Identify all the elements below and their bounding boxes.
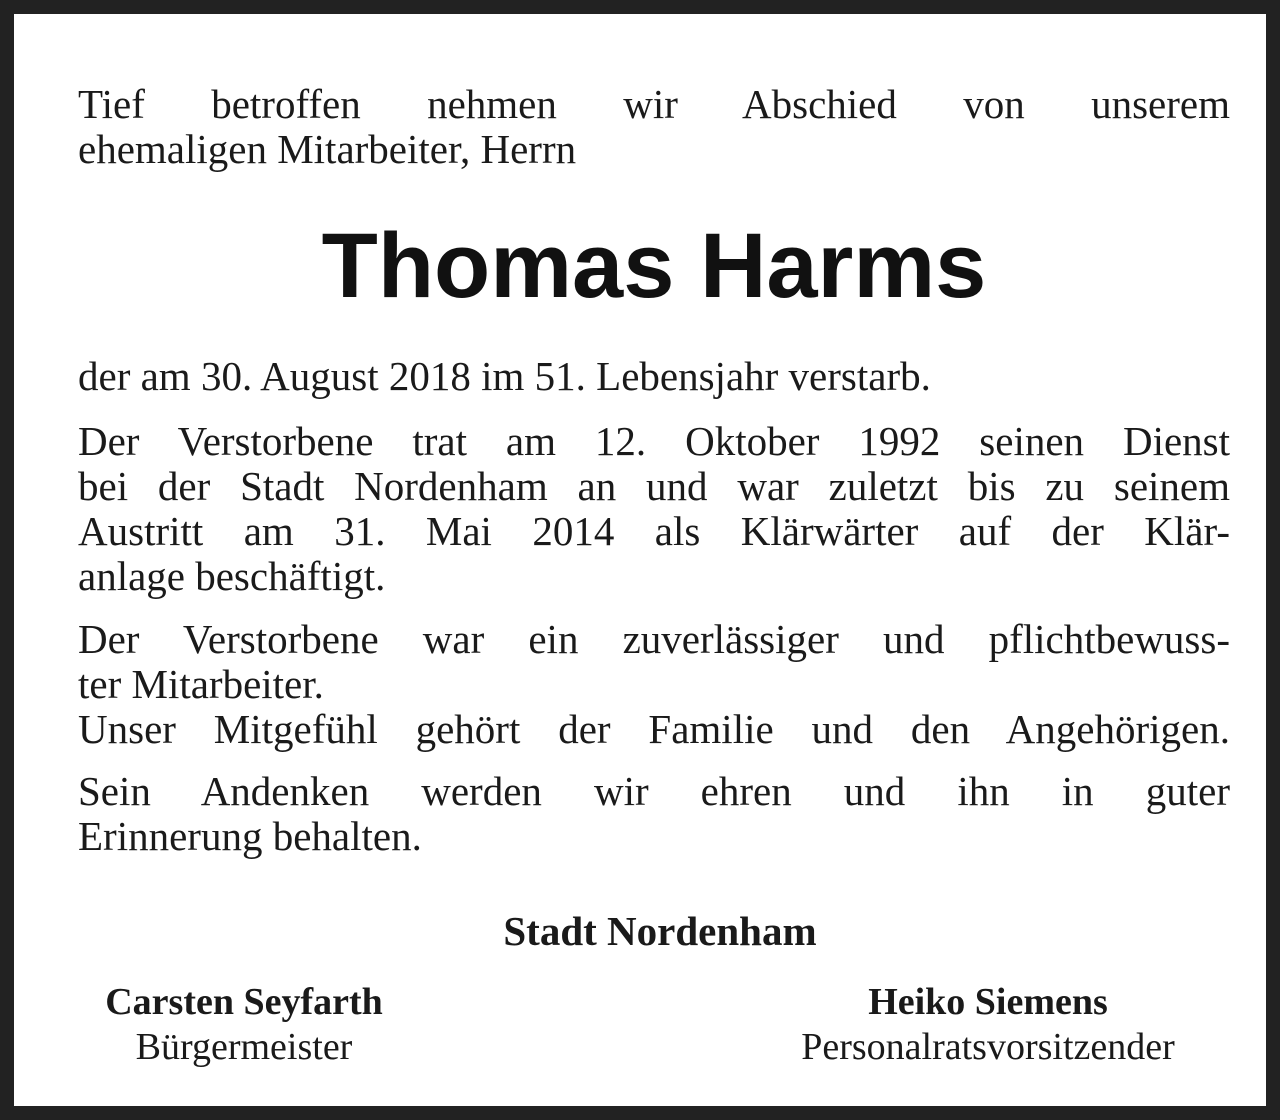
signatory-right <box>754 980 1222 1070</box>
death-statement <box>78 354 1230 399</box>
signatory-left-name: Carsten Seyfarth <box>105 981 383 1023</box>
tribute-line-3: Unser Mitgefühl gehört der Familie und den Angehörigen. <box>78 706 1230 752</box>
tribute-line-1: Der Verstorbene war ein zuverlässiger und pflichtbewuss- <box>78 616 1230 662</box>
service-line-1: Der Verstorbene trat am 12. Oktober 1992 seinen Dienst <box>78 418 1230 464</box>
signatory-right-name: Heiko Siemens <box>868 981 1108 1023</box>
intro-line-2: ehemaligen Mitarbeiter, Herrn <box>78 126 577 172</box>
signatory-right-title: Personalratsvorsitzender <box>801 1026 1175 1068</box>
organization-name: Stadt Nordenham <box>503 908 817 954</box>
signatory-left <box>54 980 434 1070</box>
service-paragraph <box>78 419 1230 599</box>
service-line-2: bei der Stadt Nordenham an und war zuletzt bis zu seinem <box>78 463 1230 509</box>
tribute-line-2: ter Mitarbeiter. <box>78 661 324 707</box>
remembrance-line-1: Sein Andenken werden wir ehren und ihn in guter <box>78 768 1230 814</box>
deceased-name: Thomas Harms <box>321 215 987 317</box>
tribute-paragraph <box>78 617 1230 752</box>
intro-paragraph <box>78 82 1230 172</box>
remembrance-paragraph <box>78 769 1230 859</box>
death-line: der am 30. August 2018 im 51. Lebensjahr verstarb. <box>78 353 931 399</box>
service-line-4: anlage beschäftigt. <box>78 553 386 599</box>
service-line-3: Austritt am 31. Mai 2014 als Klärwärter auf der Klär- <box>78 508 1230 554</box>
remembrance-line-2: Erinnerung behalten. <box>78 813 422 859</box>
intro-line-1: Tief betroffen nehmen wir Abschied von unserem <box>78 81 1230 127</box>
signatory-left-title: Bürgermeister <box>135 1026 353 1068</box>
